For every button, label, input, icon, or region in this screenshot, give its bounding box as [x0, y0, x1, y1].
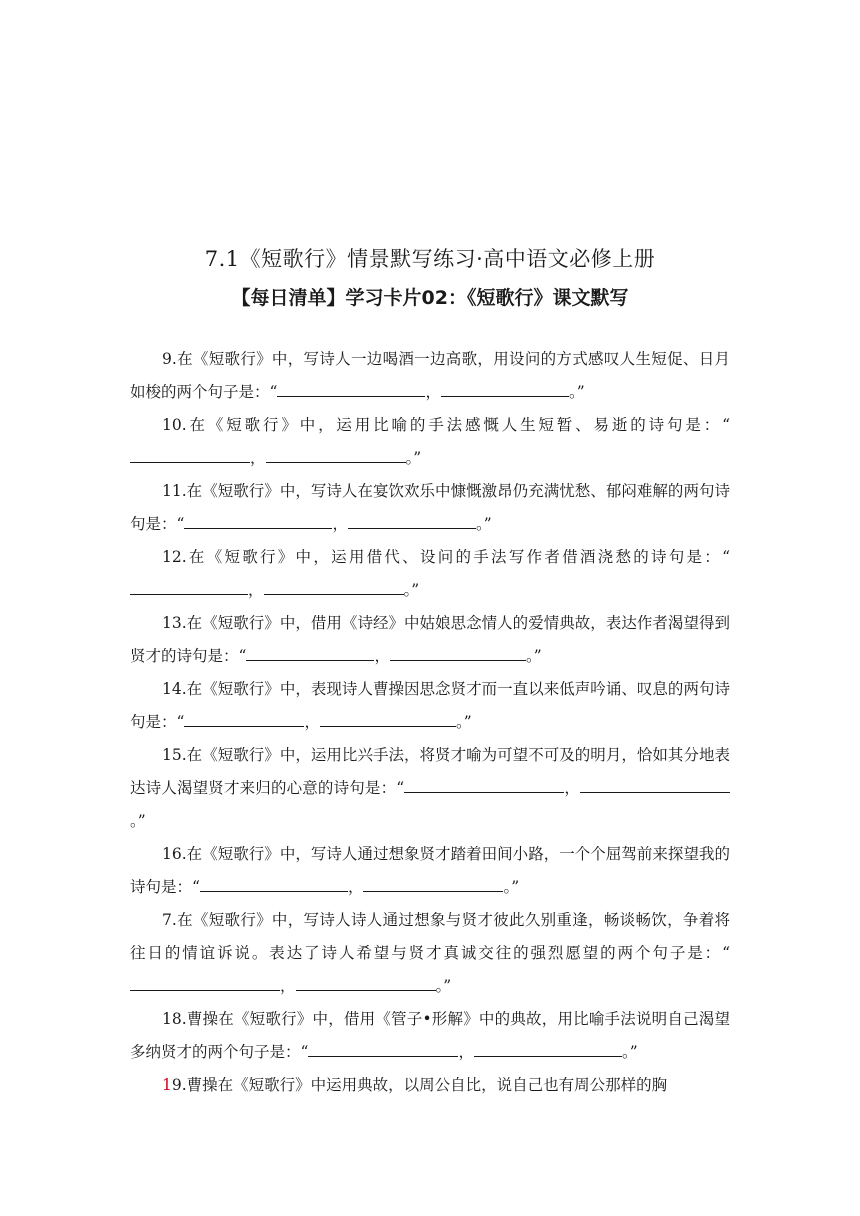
answer-blank[interactable]	[264, 576, 404, 595]
answer-blank[interactable]	[277, 378, 425, 397]
answer-blank[interactable]	[441, 378, 569, 397]
question-15: 15.在《短歌行》中，运用比兴手法，将贤才喻为可望不可及的明月，恰如其分地表达诗人渴望贤才来归的心意的诗句是：“ ，。”	[130, 746, 730, 830]
question-17: 7.在《短歌行》中，写诗人诗人通过想象与贤才彼此久别重逢，畅谈畅饮，争着将往日的情谊诉说。表达了诗人希望与贤才真诚交往的强烈愿望的两个句子是：“， 。”	[130, 911, 730, 995]
answer-blank[interactable]	[130, 444, 250, 463]
answer-blank[interactable]	[308, 1038, 458, 1057]
answer-blank[interactable]	[474, 1038, 622, 1057]
answer-blank[interactable]	[363, 873, 503, 892]
answer-blank[interactable]	[390, 642, 526, 661]
answer-blank[interactable]	[296, 972, 436, 991]
question-19: 19.曹操在《短歌行》中运用典故，以周公自比，说自己也有周公那样的胸	[162, 1076, 668, 1094]
answer-blank[interactable]	[184, 510, 332, 529]
answer-blank[interactable]	[246, 642, 374, 661]
question-13: 13.在《短歌行》中，借用《诗经》中姑娘思念情人的爱情典故，表达作者渴望得到贤才的诗句是：“ ， 。”	[130, 614, 730, 665]
question-list	[130, 343, 730, 1102]
answer-blank[interactable]	[404, 774, 564, 793]
answer-blank[interactable]	[200, 873, 348, 892]
question-14: 14.在《短歌行》中，表现诗人曹操因思念贤才而一直以来低声吟诵、叹息的两句诗句是：“ ， 。”	[130, 680, 730, 731]
question-16: 16.在《短歌行》中，写诗人通过想象贤才踏着田间小路，一个个屈驾前来探望我的诗句是：“ ， 。”	[130, 845, 730, 896]
answer-blank[interactable]	[184, 708, 304, 727]
answer-blank[interactable]	[320, 708, 456, 727]
answer-blank[interactable]	[580, 774, 730, 793]
question-10: 10.在《短歌行》中，运用比喻的手法感慨人生短暂、易逝的诗句是：“， 。”	[130, 409, 730, 475]
page-subtitle: 【每日清单】学习卡片02：《短歌行》课文默写	[231, 287, 629, 309]
answer-blank[interactable]	[130, 576, 248, 595]
question-11: 11.在《短歌行》中，写诗人在宴饮欢乐中慷慨激昂仍充满忧愁、郁闷难解的两句诗句是：“ ， 。”	[130, 482, 730, 533]
question-18: 18.曹操在《短歌行》中，借用《管子•形解》中的典故，用比喻手法说明自己渴望多纳贤才的两个句子是：“ ， 。”	[130, 1010, 730, 1061]
question-9: 9.在《短歌行》中，写诗人一边喝酒一边高歌，用设问的方式感叹人生短促、日月如梭的两个句子是：“ ， 。”	[130, 350, 730, 401]
answer-blank[interactable]	[130, 972, 280, 991]
page-title: 7.1《短歌行》情景默写练习·高中语文必修上册	[204, 247, 656, 271]
answer-blank[interactable]	[348, 510, 476, 529]
question-12: 12.在《短歌行》中，运用借代、设问的手法写作者借酒浇愁的诗句是：“， 。”	[130, 541, 730, 607]
answer-blank[interactable]	[266, 444, 406, 463]
